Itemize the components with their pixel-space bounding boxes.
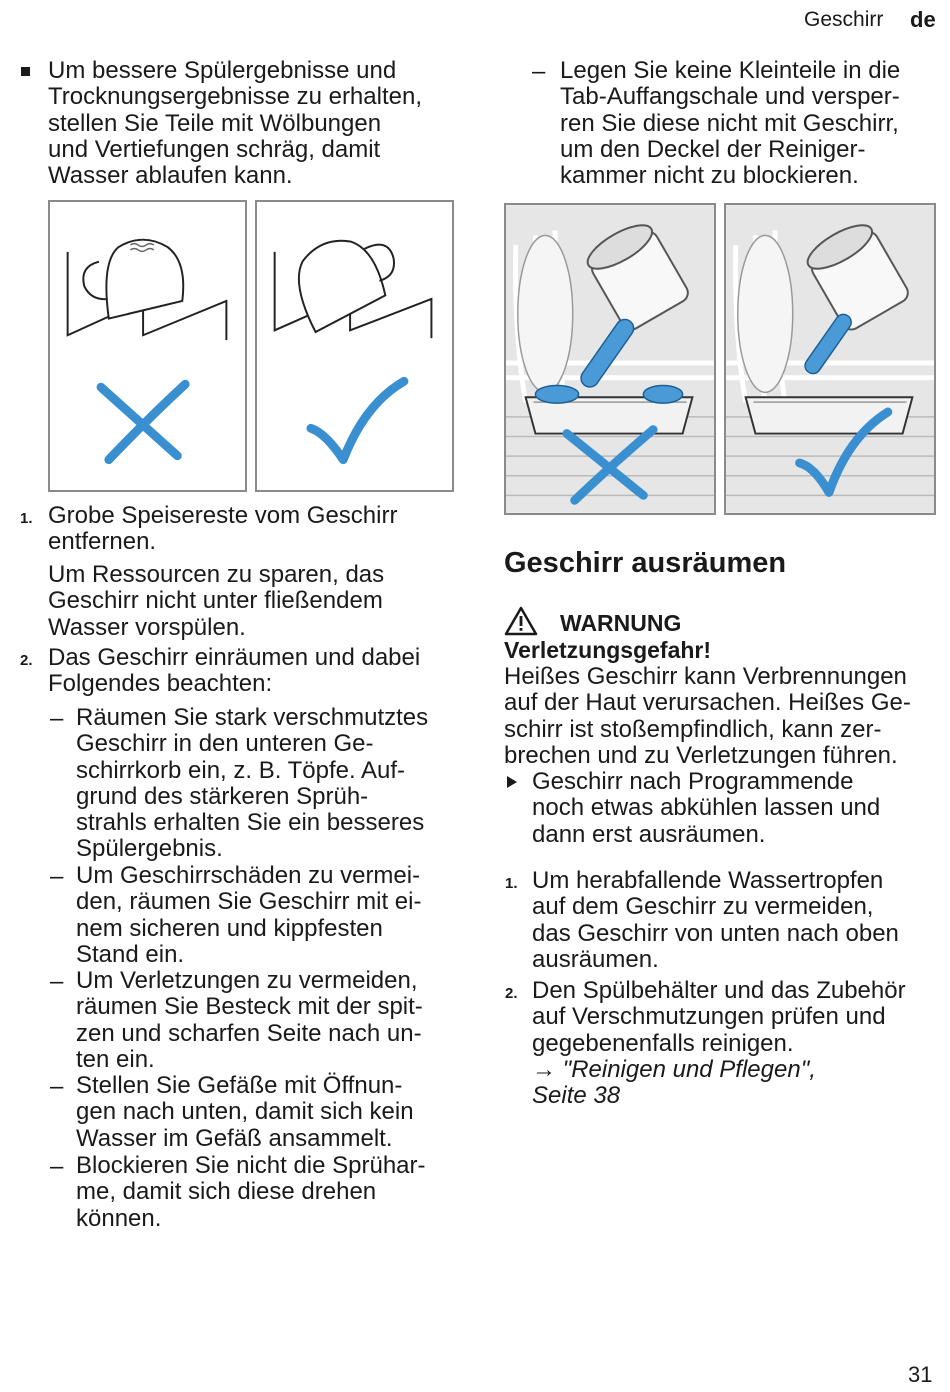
tab-tray-free-image	[726, 205, 934, 513]
section-title: Geschirr ausräumen	[504, 547, 787, 579]
step-number: 2.	[20, 652, 33, 669]
cup-upright-wrong-image	[50, 202, 245, 490]
check-mark-icon	[311, 381, 404, 459]
running-header-language: de	[910, 7, 936, 32]
step-2-item-2: Um Geschirrschäden zu vermei- den, räumen Sie Geschirr mit ei- nem sicheren und kippfesten Stand ein.	[76, 862, 422, 968]
unload-step-2: Den Spülbehälter und das Zubehör auf Verschmutzungen prüfen und gegebenenfalls reinigen.	[532, 977, 906, 1057]
tab-tray-blocked-image	[506, 205, 714, 513]
cup-tilted-right-image	[257, 202, 452, 490]
warning-subtitle: Verletzungsgefahr!	[504, 637, 712, 663]
illustration-cup-right	[255, 200, 454, 492]
dash-bullet: –	[50, 1153, 64, 1180]
warning-text: Heißes Geschirr kann Verbrennungen auf der Haut verursachen. Heißes Ge- schirr ist stoßempfindlich, kann zer- brechen und zu Verletzungen führen.	[504, 663, 911, 769]
step-number: 1.	[20, 510, 33, 527]
warning-action: Geschirr nach Programmende noch etwas abkühlen lassen und dann erst ausräumen.	[532, 768, 881, 848]
step-2-item-4: Stellen Sie Gefäße mit Öffnun- gen nach unten, damit sich kein Wasser im Gefäß ansammelt.	[76, 1072, 414, 1152]
action-arrow-icon	[507, 776, 517, 788]
tab-tray-dash-item: Legen Sie keine Kleinteile in die Tab-Auffangschale und versper- ren Sie diese nicht mit Geschirr, um den Deckel der Reiniger- kammer nicht zu blockieren.	[560, 57, 901, 190]
illustration-tab-tray-right	[724, 203, 936, 515]
dash-bullet: –	[50, 1073, 64, 1100]
warning-triangle-icon	[504, 606, 538, 636]
dash-bullet: –	[50, 968, 64, 995]
cross-mark-icon	[101, 384, 185, 459]
step-1-note: Um Ressourcen zu sparen, das Geschirr nicht unter fließendem Wasser vorspülen.	[48, 561, 385, 641]
step-2-item-5: Blockieren Sie nicht die Sprühar- me, damit sich diese drehen können.	[76, 1152, 426, 1232]
dash-bullet: –	[532, 58, 546, 85]
step-number: 2.	[505, 985, 518, 1002]
step-2-text: Das Geschirr einräumen und dabei Folgendes beachten:	[48, 644, 421, 698]
cross-reference-link[interactable]: → "Reinigen und Pflegen", Seite 38	[532, 1056, 816, 1110]
square-bullet-icon	[21, 67, 30, 76]
running-header-section: Geschirr	[804, 8, 884, 31]
step-number: 1.	[505, 875, 518, 892]
intro-bullet-text: Um bessere Spülergebnisse und Trocknungsergebnisse zu erhalten, stellen Sie Teile mit Wölbungen und Vertiefungen schräg, damit Wasser ablaufen kann.	[48, 57, 422, 190]
dash-bullet: –	[50, 705, 64, 732]
warning-label: WARNUNG	[560, 610, 682, 636]
dash-bullet: –	[50, 863, 64, 890]
step-2-item-3: Um Verletzungen zu vermeiden, räumen Sie Besteck mit der spit- zen und scharfen Seite nach un- ten ein.	[76, 967, 423, 1073]
unload-step-1: Um herabfallende Wassertropfen auf dem Geschirr zu vermeiden, das Geschirr von unten nach oben ausräumen.	[532, 867, 899, 973]
page-number: 31	[908, 1362, 933, 1387]
step-1-text: Grobe Speisereste vom Geschirr entfernen.	[48, 502, 398, 556]
illustration-cup-wrong	[48, 200, 247, 492]
step-2-item-1: Räumen Sie stark verschmutztes Geschirr in den unteren Ge- schirrkorb ein, z. B. Töpfe. Auf- grund des stärkeren Sprüh- strahls erhalten Sie ein besseres Spülergebnis.	[76, 704, 429, 863]
illustration-tab-tray-wrong	[504, 203, 716, 515]
